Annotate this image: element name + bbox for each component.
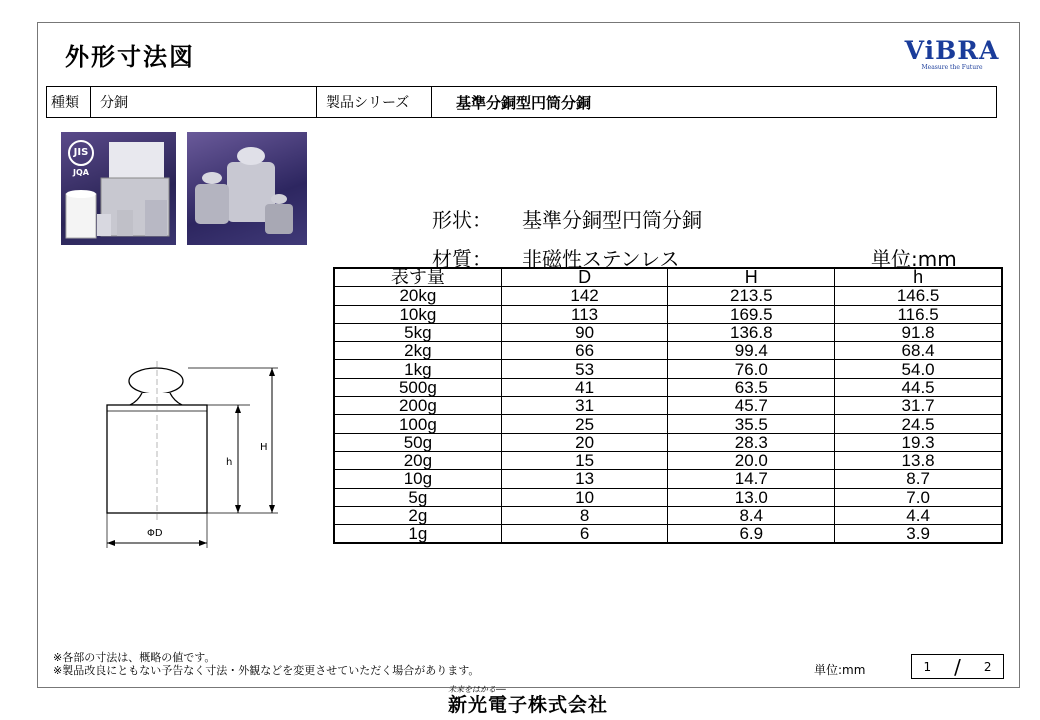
table-cell: 7.0 [835, 488, 1002, 506]
table-cell: 5g [334, 488, 501, 506]
company-tagline: 未来をはかる── [448, 685, 506, 694]
unit-label: 単位:mm [871, 247, 957, 271]
product-photo-case [61, 132, 176, 245]
table-cell: 63.5 [668, 378, 835, 396]
table-cell: 10kg [334, 305, 501, 323]
footer-unit: 単位:mm [814, 663, 866, 677]
col-header-h: h [835, 268, 1002, 287]
table-cell: 35.5 [668, 415, 835, 433]
col-header-quantity: 表す量 [334, 268, 501, 287]
table-cell: 25 [501, 415, 668, 433]
header-bar [46, 86, 997, 118]
table-cell: 1g [334, 525, 501, 544]
table-cell: 500g [334, 378, 501, 396]
jis-mark-icon: JIS JQA [67, 140, 95, 177]
table-cell: 20g [334, 451, 501, 469]
table-cell: 41 [501, 378, 668, 396]
table-cell: 13.0 [668, 488, 835, 506]
table-cell: 91.8 [835, 323, 1002, 341]
table-row [334, 470, 1002, 488]
product-photo-weights [187, 132, 307, 245]
table-cell: 2g [334, 506, 501, 524]
material-label: 材質： [432, 247, 492, 271]
table-cell: 213.5 [668, 287, 835, 305]
table-cell: 44.5 [835, 378, 1002, 396]
table-row [334, 433, 1002, 451]
page-title: 外形寸法図 [65, 43, 195, 71]
table-cell: 3.9 [835, 525, 1002, 544]
table-row [334, 360, 1002, 378]
page-current: 1 [923, 659, 932, 674]
table-cell: 20.0 [668, 451, 835, 469]
table-cell: 100g [334, 415, 501, 433]
vibra-logo [902, 38, 1002, 71]
page-separator: / [954, 654, 961, 679]
table-row [334, 506, 1002, 524]
table-cell: 20 [501, 433, 668, 451]
col-header-H: H [668, 268, 835, 287]
table-cell: 53 [501, 360, 668, 378]
table-row [334, 287, 1002, 305]
dim-H-label: H [260, 442, 268, 453]
weight-drawing [90, 355, 290, 555]
company-logo [448, 684, 608, 715]
table-row [334, 488, 1002, 506]
logo-word: ViBRA [904, 36, 1000, 65]
table-cell: 15 [501, 451, 668, 469]
table-cell: 6 [501, 525, 668, 544]
material-value: 非磁性ステンレス [522, 247, 680, 271]
page-number-box [911, 654, 1004, 679]
table-cell: 24.5 [835, 415, 1002, 433]
table-cell: 136.8 [668, 323, 835, 341]
table-cell: 8 [501, 506, 668, 524]
series-value: 基準分銅型円筒分銅 [456, 93, 592, 112]
shape-value: 基準分銅型円筒分銅 [522, 208, 702, 232]
table-cell: 99.4 [668, 342, 835, 360]
table-cell: 2kg [334, 342, 501, 360]
table-cell: 113 [501, 305, 668, 323]
table-cell: 50g [334, 433, 501, 451]
table-row [334, 525, 1002, 544]
table-cell: 13.8 [835, 451, 1002, 469]
footer-note-2: ※製品改良にともない予告なく寸法・外観などを変更させていただく場合があります。 [53, 664, 480, 677]
table-row [334, 342, 1002, 360]
table-cell: 54.0 [835, 360, 1002, 378]
footer-note-1: ※各部の寸法は、概略の値です。 [53, 651, 216, 664]
table-cell: 1kg [334, 360, 501, 378]
page-total: 2 [983, 659, 992, 674]
table-cell: 116.5 [835, 305, 1002, 323]
table-row [334, 378, 1002, 396]
dim-h-label: h [226, 457, 233, 468]
table-row [334, 305, 1002, 323]
dim-D-label: ΦD [147, 528, 163, 539]
dimension-table [333, 267, 1003, 544]
table-cell: 4.4 [835, 506, 1002, 524]
table-cell: 13 [501, 470, 668, 488]
table-row [334, 415, 1002, 433]
table-cell: 31 [501, 397, 668, 415]
company-name: 新光電子株式会社 [448, 694, 609, 716]
table-cell: 200g [334, 397, 501, 415]
table-cell: 10 [501, 488, 668, 506]
table-cell: 45.7 [668, 397, 835, 415]
kind-value: 分銅 [91, 87, 317, 117]
table-cell: 142 [501, 287, 668, 305]
table-cell: 28.3 [668, 433, 835, 451]
shape-label: 形状： [432, 208, 492, 232]
table-cell: 31.7 [835, 397, 1002, 415]
table-cell: 66 [501, 342, 668, 360]
col-header-D: D [501, 268, 668, 287]
table-cell: 20kg [334, 287, 501, 305]
table-cell: 14.7 [668, 470, 835, 488]
table-row [334, 451, 1002, 469]
series-label: 製品シリーズ [317, 87, 432, 117]
logo-tagline: Measure the Future [921, 64, 983, 71]
table-cell: 8.7 [835, 470, 1002, 488]
table-cell: 90 [501, 323, 668, 341]
table-cell: 169.5 [668, 305, 835, 323]
table-cell: 6.9 [668, 525, 835, 544]
table-cell: 8.4 [668, 506, 835, 524]
table-cell: 68.4 [835, 342, 1002, 360]
table-cell: 10g [334, 470, 501, 488]
table-row [334, 397, 1002, 415]
table-cell: 19.3 [835, 433, 1002, 451]
table-cell: 5kg [334, 323, 501, 341]
table-row [334, 323, 1002, 341]
footer-notes [53, 651, 479, 677]
table-cell: 146.5 [835, 287, 1002, 305]
kind-label: 種類 [47, 87, 91, 117]
table-cell: 76.0 [668, 360, 835, 378]
